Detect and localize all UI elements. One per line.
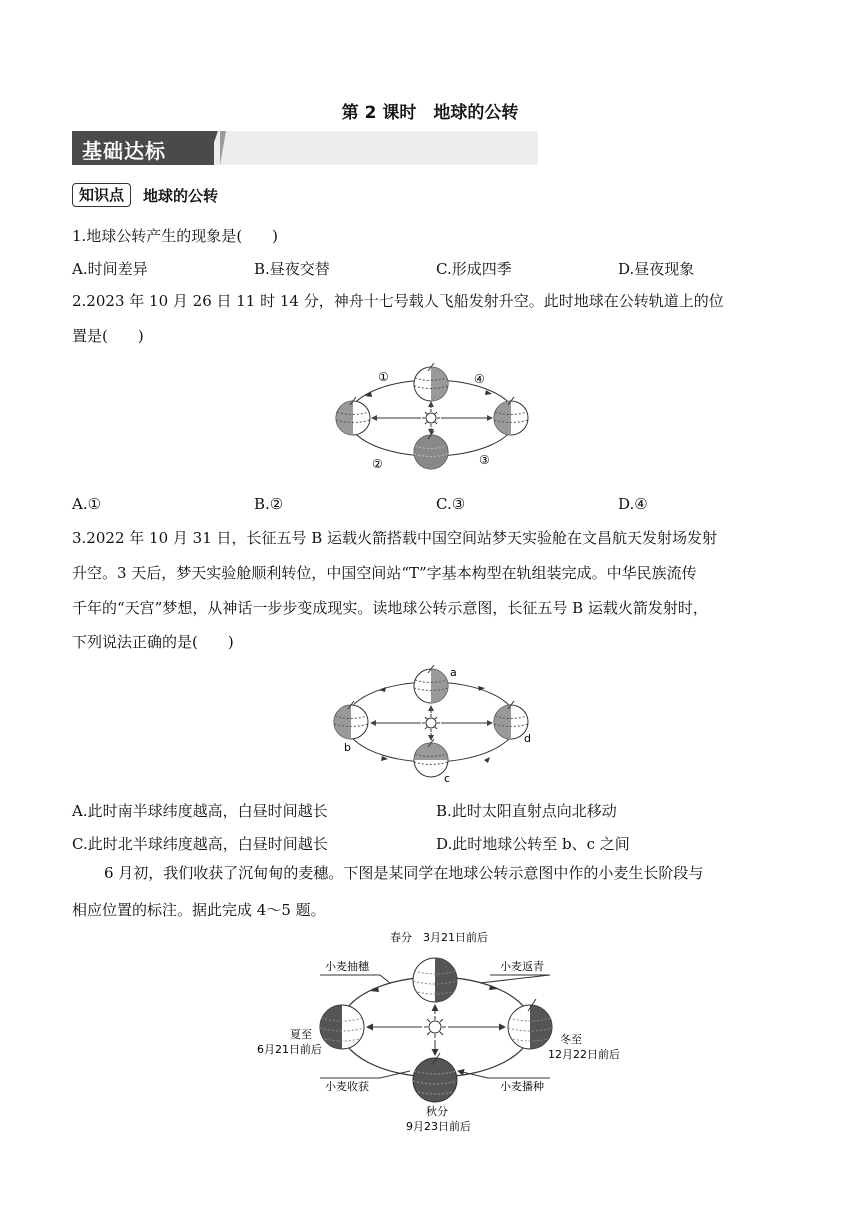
- q2-stem-line1: 2.2023 年 10 月 26 日 11 时 14 分，神舟十七号载人飞船发射升空。此时地球在公转轨道上的位: [72, 292, 724, 310]
- sun: [424, 1016, 446, 1038]
- intro45-line2: 相应位置的标注。据此完成 4～5 题。: [72, 901, 326, 919]
- label-a: a: [450, 666, 457, 679]
- orbit-diagram-1: [326, 356, 546, 474]
- stage-regreen: 小麦返青: [500, 960, 544, 973]
- earth-spring: [413, 958, 457, 1002]
- q2-stem-line2: 置是( ): [72, 327, 144, 345]
- orbit-diagram-2: [326, 656, 546, 784]
- q1-option-d: D.昼夜现象: [618, 260, 695, 278]
- earth-right: [494, 397, 528, 435]
- q1-option-c: C.形成四季: [436, 260, 512, 278]
- q1-stem: 1.地球公转产生的现象是( ): [72, 227, 279, 245]
- label-3: ③: [479, 453, 490, 467]
- earth-a: [414, 665, 448, 703]
- q1-option-b: B.昼夜交替: [254, 260, 330, 278]
- summer-date: 6月21日前后: [257, 1043, 322, 1056]
- earth-d: [494, 701, 528, 739]
- earth-summer: [320, 1005, 364, 1049]
- sun: [422, 714, 440, 732]
- q3-option-d: D.此时地球公转至 b、c 之间: [436, 835, 630, 853]
- earth-b: [334, 701, 368, 739]
- q3-stem-line4: 下列说法正确的是( ): [72, 633, 234, 651]
- q2-option-a: A.①: [72, 495, 102, 513]
- earth-bottom: [414, 431, 448, 469]
- knowledge-point-heading: [72, 182, 218, 208]
- winter-date: 12月22日前后: [548, 1048, 620, 1061]
- label-2: ②: [372, 457, 383, 471]
- q3-option-c: C.此时北半球纬度越高，白昼时间越长: [72, 835, 328, 853]
- q1-option-a: A.时间差异: [72, 260, 148, 278]
- earth-c: [414, 739, 448, 777]
- q3-option-a: A.此时南半球纬度越高，白昼时间越长: [72, 802, 328, 820]
- knowledge-point-tag: 知识点: [72, 183, 131, 207]
- q2-option-b: B.②: [254, 495, 284, 513]
- earth-winter: [508, 999, 552, 1049]
- page-title: 第 2 课时 地球的公转: [341, 103, 519, 123]
- section-banner: [72, 131, 538, 165]
- q3-stem-line3: 千年的“天宫”梦想，从神话一步步变成现实。读地球公转示意图，长征五号 B 运载火箭发射时，: [72, 599, 708, 617]
- autumn-name: 秋分: [426, 1105, 448, 1118]
- banner-title: 基础达标: [82, 139, 166, 163]
- label-d: d: [524, 732, 531, 745]
- label-4: ④: [474, 372, 485, 386]
- label-b: b: [344, 741, 351, 754]
- q2-option-d: D.④: [618, 495, 648, 513]
- earth-left: [336, 397, 370, 435]
- autumn-date: 9月23日前后: [406, 1120, 471, 1133]
- label-1: ①: [378, 370, 389, 384]
- q3-option-b: B.此时太阳直射点向北移动: [436, 802, 617, 820]
- knowledge-point-title: 地球的公转: [143, 186, 219, 205]
- stage-sowing: 小麦播种: [500, 1080, 544, 1093]
- banner-slant: [206, 131, 218, 165]
- banner-stripe: [220, 131, 226, 165]
- stage-harvest: 小麦收获: [325, 1080, 369, 1093]
- earth-top: [414, 363, 448, 401]
- q3-stem-line2: 升空。3 天后，梦天实验舱顺利转位，中国空间站“T”字基本构型在轨组装完成。中华民族流传: [72, 564, 697, 582]
- sun: [422, 409, 440, 427]
- stage-heading: 小麦抽穗: [325, 960, 369, 973]
- spring-label: 春分 3月21日前后: [390, 931, 488, 944]
- label-c: c: [444, 772, 451, 785]
- wheat-orbit-diagram: [257, 925, 640, 1135]
- q2-option-c: C.③: [436, 495, 466, 513]
- summer-name: 夏至: [290, 1028, 312, 1041]
- q3-stem-line1: 3.2022 年 10 月 31 日，长征五号 B 运载火箭搭载中国空间站梦天实验舱在文昌航天发射场发射: [72, 529, 718, 547]
- winter-name: 冬至: [560, 1033, 582, 1046]
- intro45-line1: 6 月初，我们收获了沉甸甸的麦穗。下图是某同学在地球公转示意图中作的小麦生长阶段与: [104, 864, 704, 882]
- earth-autumn: [413, 1053, 457, 1102]
